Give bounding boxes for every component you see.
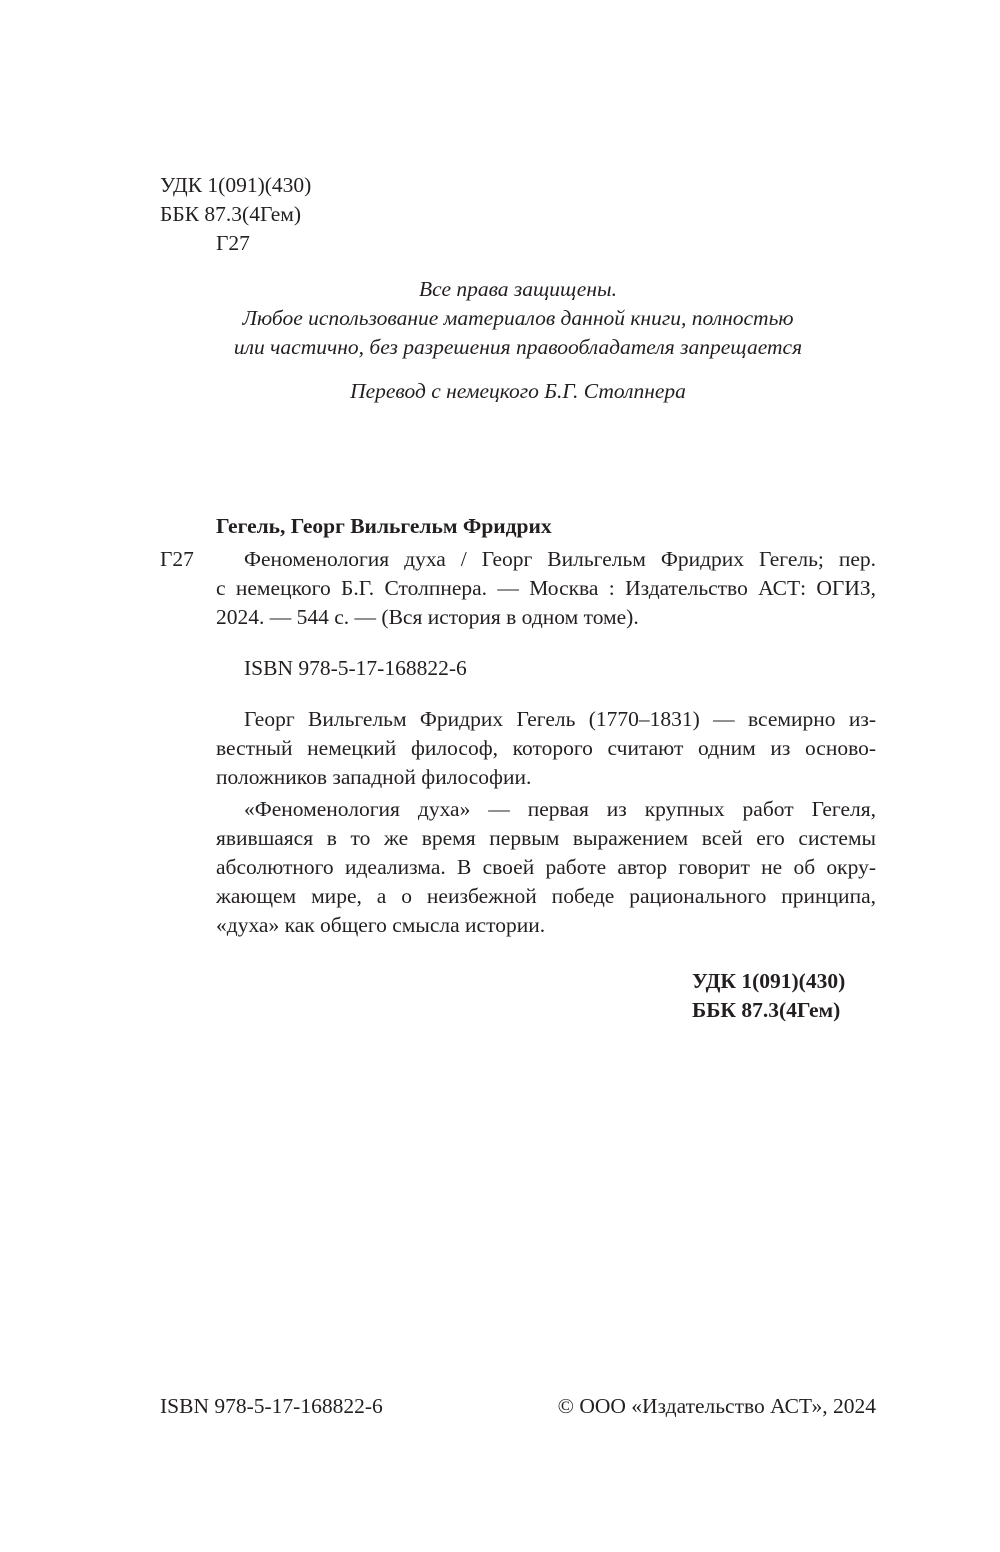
footer-isbn: ISBN 978-5-17-168822-6 [160,1394,383,1418]
translation-note: Перевод с немецкого Б.Г. Столпнера [350,379,686,403]
annotation-p1-line-1: Георг Вильгельм Фридрих Гегель (1770–1831) — всемирно из- [244,707,876,731]
rights-line-3: или частично, без разрешения правообладателя запрещается [233,335,803,359]
footer-copyright: © ООО «Издательство АСТ», 2024 [557,1394,876,1418]
catalog-isbn: ISBN 978-5-17-168822-6 [244,656,467,680]
author-mark: Г27 [216,231,250,255]
catalog-mark: Г27 [160,547,194,571]
udk-code-bold: УДК 1(091)(430) [692,969,846,993]
annotation-p2-line-2: явившаяся в то же время первым выражением всей его системы [216,826,876,850]
bbk-code-bold: ББК 87.3(4Гем) [692,998,841,1022]
catalog-author-heading: Гегель, Георг Вильгельм Фридрих [216,514,552,538]
annotation-p2-line-1: «Феноменология духа» — первая из крупных работ Гегеля, [244,797,876,821]
annotation-p2-line-5: «духа» как общего смысла истории. [216,913,546,937]
rights-line-2: Любое использование материалов данной книги, полностью [242,306,794,330]
description-line-3: 2024. — 544 с. — (Вся история в одном томе). [216,605,639,629]
description-line-2: с немецкого Б.Г. Столпнера. — Москва : Издательство АСТ: ОГИЗ, [216,576,876,600]
description-line-1: Феноменология духа / Георг Вильгельм Фридрих Гегель; пер. [244,547,876,571]
rights-line-1: Все права защищены. [419,277,617,301]
annotation-p1-line-3: положников западной философии. [216,765,532,789]
annotation-p1-line-2: вестный немецкий философ, которого считают одним из осново- [216,736,876,760]
annotation-p2-line-4: жающем мире, а о неизбежной победе рационального принципа, [216,884,876,908]
udk-code: УДК 1(091)(430) [160,173,312,197]
bbk-code: ББК 87.3(4Гем) [160,202,302,226]
annotation-p2-line-3: абсолютного идеализма. В своей работе автор говорит не об окру- [216,855,876,879]
